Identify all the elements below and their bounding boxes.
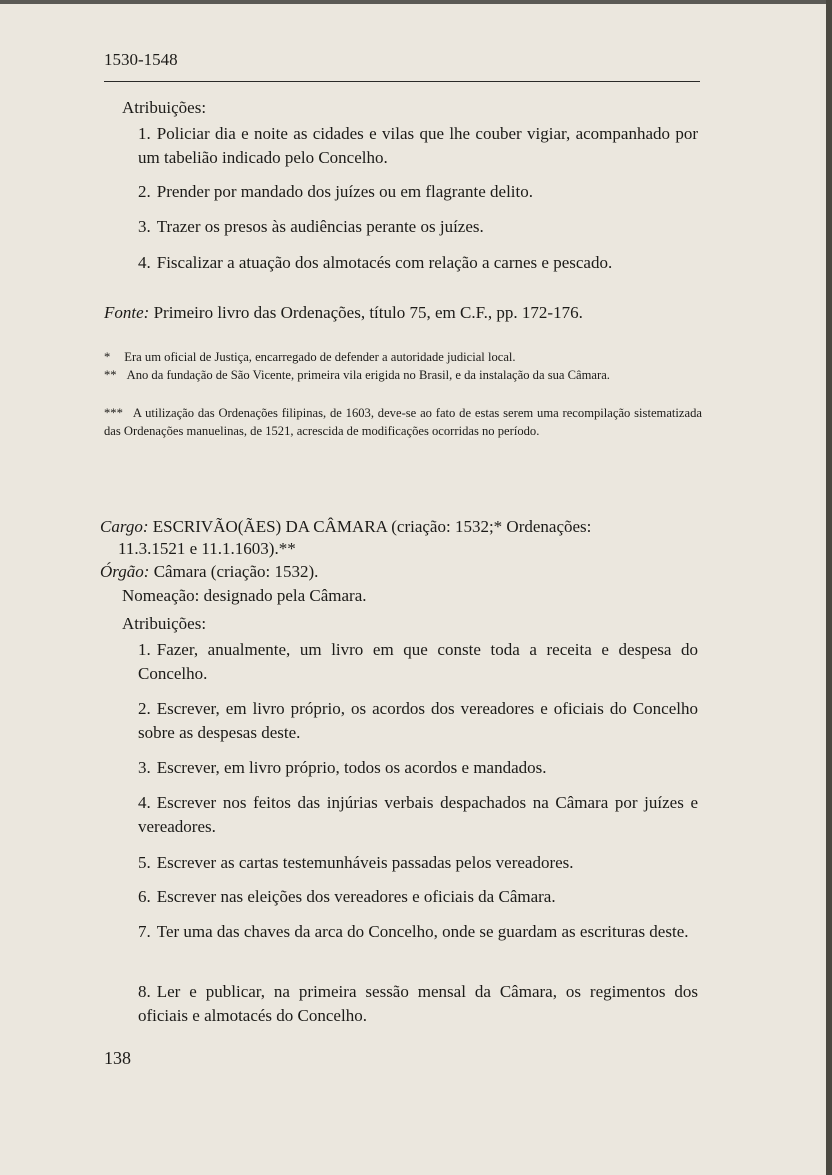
footnote (104, 348, 702, 366)
item-number: 2. (138, 182, 151, 201)
item-text: Escrever, em livro próprio, os acordos dos vereadores e oficiais do Concelho sobre as despesas deste. (138, 699, 698, 742)
item-text: Policiar dia e noite as cidades e vilas que lhe couber vigiar, acompanhado por um tabelião indicado pelo Concelho. (138, 124, 698, 167)
cargo-label: Cargo: (100, 517, 149, 536)
item-text: Ter uma das chaves da arca do Concelho, onde se guardam as escrituras deste. (156, 922, 689, 941)
list-item (138, 122, 698, 170)
source-citation (104, 303, 704, 323)
footnote-marker: * (104, 350, 111, 364)
item-number: 1. (138, 124, 151, 143)
footnote-marker: *** (104, 406, 123, 420)
organ (100, 562, 318, 582)
appointment: Nomeação: designado pela Câmara. (122, 586, 367, 605)
list-item (138, 920, 698, 944)
item-number: 4. (138, 793, 151, 812)
item-number: 2. (138, 699, 151, 718)
attributions-label: Atribuições: (122, 98, 207, 117)
item-text: Fiscalizar a atuação dos almotacés com relação a carnes e pescado. (156, 253, 613, 272)
item-number: 6. (138, 887, 151, 906)
footnote (104, 366, 702, 384)
item-text: Trazer os presos às audiências perante os juízes. (156, 217, 484, 236)
list-item (138, 885, 698, 909)
item-text: Escrever nos feitos das injúrias verbais despachados na Câmara por juízes e vereadores. (138, 793, 698, 836)
list-item (138, 638, 698, 686)
source-text: Primeiro livro das Ordenações, título 75, em C.F., pp. 172-176. (153, 303, 583, 322)
page-number: 138 (104, 1048, 131, 1068)
running-header: 1530-1548 (104, 50, 178, 69)
item-text: Fazer, anualmente, um livro em que conste toda a receita e despesa do Concelho. (138, 640, 698, 683)
item-number: 1. (138, 640, 151, 659)
orgao-text: Câmara (criação: 1532). (153, 562, 319, 581)
list-item (138, 697, 698, 745)
list-item (138, 756, 698, 780)
scan-top-edge (0, 0, 832, 4)
item-number: 3. (138, 217, 151, 236)
list-item (138, 791, 698, 839)
item-text: Prender por mandado dos juízes ou em flagrante delito. (156, 182, 533, 201)
item-number: 5. (138, 853, 151, 872)
item-number: 7. (138, 922, 151, 941)
list-item (138, 851, 698, 875)
item-number: 4. (138, 253, 151, 272)
cargo-text: ESCRIVÃO(ÃES) DA CÂMARA (criação: 1532;* Ordenações: (152, 517, 592, 536)
footnote-text: Era um oficial de Justiça, encarregado de defender a autoridade judicial local. (124, 350, 516, 364)
item-number: 8. (138, 982, 151, 1001)
list-item (138, 180, 698, 204)
attributions-label: Atribuições: (122, 614, 207, 633)
list-item (138, 215, 698, 239)
footnote-text: A utilização das Ordenações filipinas, de 1603, deve-se ao fato de estas serem uma recompilação sistematizada das Ordenações manuelinas, de 1521, acrescida de modificações ocorridas no período. (104, 406, 702, 438)
orgao-label: Órgão: (100, 562, 150, 581)
item-text: Escrever nas eleições dos vereadores e oficiais da Câmara. (156, 887, 556, 906)
item-text: Escrever, em livro próprio, todos os acordos e mandados. (156, 758, 547, 777)
item-text: Ler e publicar, na primeira sessão mensal da Câmara, os regimentos dos oficiais e almotacés do Concelho. (138, 982, 698, 1025)
list-item (138, 251, 698, 275)
item-text: Escrever as cartas testemunháveis passadas pelos vereadores. (156, 853, 574, 872)
source-label: Fonte: (104, 303, 150, 322)
footnote (104, 404, 702, 440)
item-number: 3. (138, 758, 151, 777)
office-title (100, 515, 700, 539)
footnote-marker: ** (104, 368, 117, 382)
list-item (138, 980, 698, 1028)
scan-right-edge (826, 0, 832, 1175)
office-title-continued: 11.3.1521 e 11.1.1603).** (118, 539, 296, 558)
header-rule (104, 81, 700, 82)
footnote-text: Ano da fundação de São Vicente, primeira vila erigida no Brasil, e da instalação da sua Câmara. (126, 368, 610, 382)
